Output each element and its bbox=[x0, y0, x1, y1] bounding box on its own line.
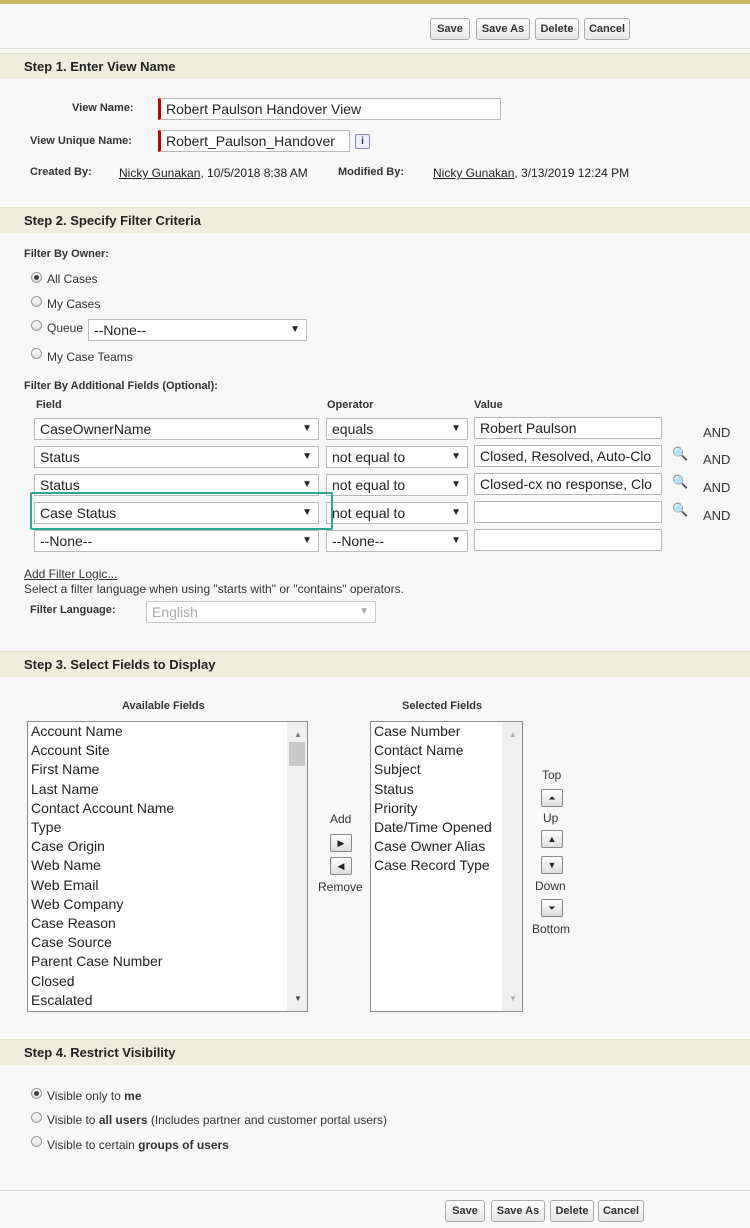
filter-operator-select-3[interactable] bbox=[326, 474, 468, 496]
chevron-up-icon: ▲ bbox=[547, 834, 557, 844]
visible-all-text: Visible to bbox=[47, 1113, 99, 1127]
delete-button[interactable]: Delete bbox=[550, 1200, 594, 1222]
radio-my-case-teams[interactable] bbox=[31, 348, 42, 359]
list-item[interactable]: Contact Name bbox=[374, 742, 464, 759]
scrollbar[interactable] bbox=[287, 722, 307, 1011]
list-item[interactable]: Case Source bbox=[31, 934, 112, 951]
top-button-bar bbox=[0, 4, 750, 49]
unique-name-label: View Unique Name: bbox=[30, 135, 132, 147]
list-item[interactable]: Case Number bbox=[374, 723, 461, 739]
list-item[interactable]: Account Name bbox=[31, 723, 123, 739]
col-field-header: Field bbox=[36, 399, 62, 411]
available-fields-label: Available Fields bbox=[122, 700, 205, 712]
visible-groups-label bbox=[47, 1138, 229, 1152]
list-item[interactable]: Parent Case Number bbox=[31, 953, 163, 970]
chevron-down-icon: ▼ bbox=[547, 860, 557, 870]
list-item[interactable]: Closed bbox=[31, 972, 75, 989]
list-item[interactable]: Type bbox=[31, 819, 62, 836]
filter-field-value: Status bbox=[40, 449, 80, 465]
scroll-down-icon[interactable]: ▼ bbox=[294, 993, 302, 1003]
highlight-box bbox=[30, 492, 333, 530]
top-label: Top bbox=[542, 768, 562, 782]
col-operator-header: Operator bbox=[327, 399, 374, 411]
col-value-header: Value bbox=[474, 399, 503, 411]
lookup-icon[interactable]: 🔍 bbox=[672, 502, 689, 517]
view-name-label: View Name: bbox=[72, 102, 134, 114]
visible-groups-text: Visible to certain bbox=[47, 1138, 139, 1152]
chevron-down-icon: ▼ bbox=[302, 507, 312, 518]
radio-visible-groups[interactable] bbox=[31, 1136, 42, 1147]
step4-header: Step 4. Restrict Visibility bbox=[0, 1039, 750, 1065]
list-item[interactable]: Date/Time Opened bbox=[374, 819, 492, 836]
chevron-down-icon: ▼ bbox=[302, 535, 312, 546]
created-by-value bbox=[119, 166, 308, 180]
filter-operator-select-5[interactable] bbox=[326, 530, 468, 552]
filter-and-1: AND bbox=[703, 425, 731, 440]
list-item[interactable]: First Name bbox=[31, 761, 100, 778]
add-button[interactable] bbox=[330, 834, 352, 852]
created-by-user-link[interactable]: Nicky Gunakan bbox=[119, 166, 201, 180]
save-as-button[interactable]: Save As bbox=[491, 1200, 545, 1222]
move-top-button[interactable] bbox=[541, 789, 563, 807]
filter-operator-select-4[interactable] bbox=[326, 502, 468, 524]
filter-field-value: --None-- bbox=[40, 533, 93, 549]
list-item[interactable]: Web Company bbox=[31, 895, 124, 912]
chevron-down-icon: ▼ bbox=[451, 507, 461, 518]
cancel-button[interactable]: Cancel bbox=[584, 18, 630, 40]
available-fields-list[interactable] bbox=[27, 721, 308, 1012]
move-top-icon: ⏶ bbox=[548, 793, 556, 803]
save-button[interactable]: Save bbox=[445, 1200, 485, 1222]
selected-fields-label: Selected Fields bbox=[402, 700, 483, 712]
filter-field-value: Status bbox=[40, 477, 80, 493]
chevron-down-icon: ▼ bbox=[451, 451, 461, 462]
created-by-label: Created By: bbox=[30, 166, 92, 178]
chevron-down-icon: ▼ bbox=[302, 451, 312, 462]
filter-field-select-5[interactable] bbox=[34, 530, 319, 552]
additional-fields-label: Filter By Additional Fields (Optional): bbox=[24, 380, 218, 392]
move-bottom-icon: ⏷ bbox=[548, 903, 556, 913]
list-item[interactable]: Web Email bbox=[31, 876, 99, 893]
modified-by-value bbox=[433, 166, 629, 180]
radio-visible-all[interactable] bbox=[31, 1112, 42, 1123]
filter-field-value: Case Status bbox=[40, 505, 117, 521]
chevron-down-icon: ▼ bbox=[451, 423, 461, 434]
scroll-up-icon[interactable]: ▲ bbox=[509, 730, 517, 739]
save-as-button[interactable]: Save As bbox=[476, 18, 530, 40]
modified-by-user-link[interactable]: Nicky Gunakan bbox=[433, 166, 515, 180]
scroll-down-icon[interactable]: ▼ bbox=[509, 993, 517, 1003]
filter-operator-select-2[interactable] bbox=[326, 446, 468, 468]
list-item[interactable]: Account Site bbox=[31, 742, 110, 759]
view-name-input[interactable]: Robert Paulson Handover View bbox=[158, 98, 501, 120]
selected-fields-list[interactable] bbox=[370, 721, 523, 1012]
filter-owner-label: Filter By Owner: bbox=[24, 248, 109, 260]
visible-me-bold: me bbox=[124, 1089, 142, 1103]
chevron-down-icon: ▼ bbox=[302, 479, 312, 490]
unique-name-input[interactable]: Robert_Paulson_Handover bbox=[158, 130, 350, 152]
step2-header: Step 2. Specify Filter Criteria bbox=[0, 207, 750, 233]
step1-header: Step 1. Enter View Name bbox=[0, 53, 750, 79]
list-item[interactable]: Case Reason bbox=[31, 915, 116, 932]
queue-select[interactable] bbox=[88, 319, 307, 341]
list-item[interactable]: Case Origin bbox=[31, 838, 105, 855]
bottom-label: Bottom bbox=[532, 922, 571, 936]
visible-me-text: Visible only to bbox=[47, 1089, 125, 1103]
language-note: Select a filter language when using "starts with" or "contains" operators. bbox=[24, 582, 404, 596]
chevron-down-icon: ▼ bbox=[302, 423, 312, 434]
filter-operator-value: not equal to bbox=[332, 449, 406, 465]
radio-visible-me[interactable] bbox=[31, 1088, 42, 1099]
chevron-down-icon: ▼ bbox=[359, 606, 369, 617]
save-button[interactable]: Save bbox=[430, 18, 470, 40]
chevron-down-icon: ▼ bbox=[290, 324, 300, 335]
filter-field-select-1[interactable] bbox=[34, 418, 319, 440]
filter-operator-value: --None-- bbox=[332, 533, 385, 549]
radio-my-cases[interactable] bbox=[31, 296, 42, 307]
list-item[interactable]: Priority bbox=[374, 799, 418, 816]
filter-operator-value: not equal to bbox=[332, 477, 406, 493]
add-filter-logic-link[interactable]: Add Filter Logic... bbox=[24, 567, 118, 581]
remove-label: Remove bbox=[318, 880, 363, 894]
list-item[interactable]: Subject bbox=[374, 761, 421, 778]
arrow-right-icon: ▶ bbox=[337, 838, 345, 848]
filter-value-input-1[interactable]: Robert Paulson bbox=[474, 417, 662, 439]
move-bottom-button[interactable] bbox=[541, 899, 563, 917]
list-item[interactable]: Escalated bbox=[31, 991, 93, 1008]
filter-operator-value: equals bbox=[332, 421, 374, 437]
scrollbar[interactable] bbox=[502, 722, 522, 1011]
all-cases-label: All Cases bbox=[47, 272, 98, 286]
filter-operator-value: not equal to bbox=[332, 505, 406, 521]
queue-label: Queue bbox=[47, 321, 84, 335]
step3-header: Step 3. Select Fields to Display bbox=[0, 651, 750, 677]
move-down-button[interactable] bbox=[541, 856, 563, 874]
filter-field-select-2[interactable] bbox=[34, 446, 319, 468]
chevron-down-icon: ▼ bbox=[451, 479, 461, 490]
remove-button[interactable] bbox=[330, 857, 352, 875]
lookup-icon[interactable]: 🔍 bbox=[672, 474, 689, 489]
visible-groups-bold: groups of users bbox=[138, 1138, 229, 1152]
visible-all-note: (Includes partner and customer portal users) bbox=[147, 1113, 387, 1127]
filter-value-input-5[interactable] bbox=[474, 529, 662, 551]
visible-me-label bbox=[47, 1089, 142, 1103]
queue-select-value: --None-- bbox=[94, 322, 147, 338]
list-item[interactable]: Web Name bbox=[31, 857, 101, 874]
filter-field-value: CaseOwnerName bbox=[40, 421, 152, 437]
list-item[interactable]: Status bbox=[374, 780, 414, 797]
scroll-up-icon[interactable]: ▲ bbox=[294, 730, 302, 739]
delete-button[interactable]: Delete bbox=[535, 18, 579, 40]
radio-queue[interactable] bbox=[31, 320, 42, 331]
modified-by-label: Modified By: bbox=[338, 166, 404, 178]
down-label: Down bbox=[535, 879, 566, 893]
filter-language-select[interactable] bbox=[146, 601, 376, 623]
visible-all-label bbox=[47, 1113, 387, 1127]
filter-value-input-4[interactable] bbox=[474, 501, 662, 523]
visible-all-bold: all users bbox=[98, 1113, 148, 1127]
filter-and-4: AND bbox=[703, 508, 731, 523]
add-label: Add bbox=[330, 812, 352, 826]
up-label: Up bbox=[543, 811, 559, 825]
arrow-left-icon: ◀ bbox=[337, 861, 345, 871]
my-case-teams-label: My Case Teams bbox=[47, 350, 133, 364]
cancel-button[interactable]: Cancel bbox=[598, 1200, 644, 1222]
filter-and-2: AND bbox=[703, 452, 731, 467]
move-up-button[interactable] bbox=[541, 830, 563, 848]
list-item[interactable]: Contact Account Name bbox=[31, 799, 175, 816]
list-item[interactable]: Case Owner Alias bbox=[374, 838, 486, 855]
list-item[interactable]: Last Name bbox=[31, 780, 99, 797]
list-item[interactable]: Case Record Type bbox=[374, 857, 490, 874]
filter-value-input-3[interactable]: Closed-cx no response, Clo bbox=[474, 473, 662, 495]
scroll-thumb[interactable] bbox=[289, 742, 305, 766]
filter-language-label: Filter Language: bbox=[30, 604, 116, 616]
bottom-button-bar bbox=[0, 1190, 750, 1228]
filter-operator-select-1[interactable] bbox=[326, 418, 468, 440]
info-icon[interactable]: i bbox=[355, 134, 370, 149]
modified-by-date: , 3/13/2019 12:24 PM bbox=[514, 166, 630, 180]
filter-value-input-2[interactable]: Closed, Resolved, Auto-Clo bbox=[474, 445, 662, 467]
filter-language-value: English bbox=[152, 604, 198, 620]
chevron-down-icon: ▼ bbox=[451, 535, 461, 546]
my-cases-label: My Cases bbox=[47, 297, 101, 311]
lookup-icon[interactable]: 🔍 bbox=[672, 446, 689, 461]
created-by-date: , 10/5/2018 8:38 AM bbox=[200, 166, 308, 180]
radio-all-cases[interactable] bbox=[31, 272, 42, 283]
filter-and-3: AND bbox=[703, 480, 731, 495]
